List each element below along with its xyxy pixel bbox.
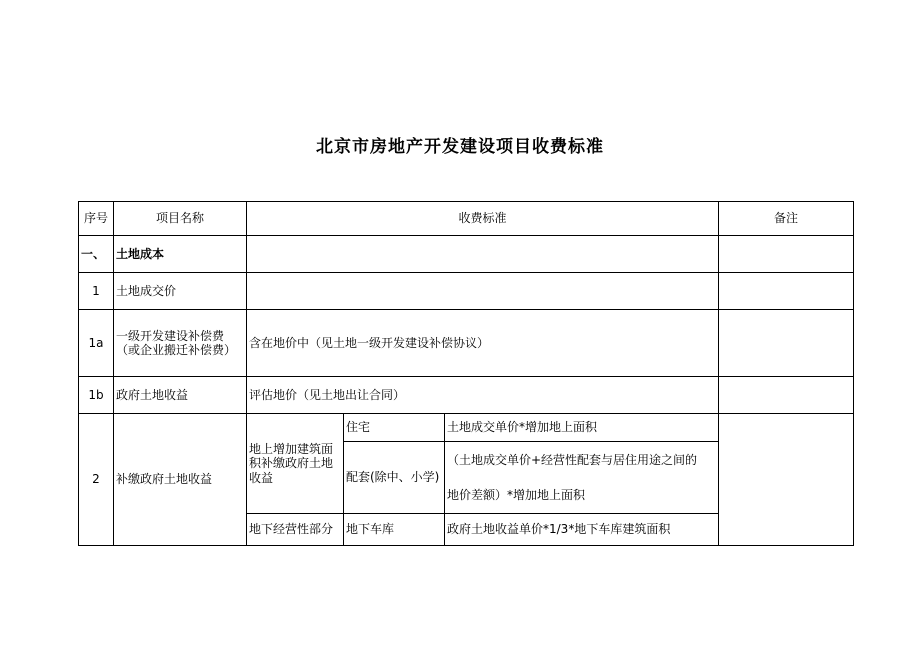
row-standard: 含在地价中（见土地一级开发建设补偿协议） (247, 310, 719, 377)
header-standard: 收费标准 (247, 202, 719, 236)
table-row (79, 236, 854, 273)
facilities-cell: 配套(除中、小学) (344, 442, 445, 514)
header-remark: 备注 (719, 202, 854, 236)
above-ground-line2: 积补缴政府土地 (249, 456, 334, 471)
row-remark (719, 377, 854, 414)
table-header-row (79, 202, 854, 236)
garage-cell: 地下车库 (344, 514, 445, 546)
facilities-formula-line2: 地价差额）*增加地上面积 (445, 478, 719, 514)
row-seq: 1b (79, 377, 114, 414)
residential-cell: 住宅 (344, 414, 445, 442)
row-remark (719, 514, 854, 546)
row-name-line2: （或企业搬迁补偿费） (116, 343, 237, 357)
row-name-line1: 一级开发建设补偿费 (116, 328, 225, 343)
section-standard (247, 236, 719, 273)
row-name: 补缴政府土地收益 (114, 414, 247, 546)
row-name: 政府土地收益 (114, 377, 247, 414)
row-remark (719, 273, 854, 310)
row-name (114, 310, 247, 377)
table-row (79, 377, 854, 414)
row-remark (719, 310, 854, 377)
above-ground-line1: 地上增加建筑面 (249, 441, 334, 456)
header-seq: 序号 (79, 202, 114, 236)
section-remark (719, 236, 854, 273)
section-seq: 一、 (79, 236, 114, 273)
above-ground-cell (247, 414, 344, 514)
table-row (79, 310, 854, 377)
row-remark (719, 414, 854, 514)
underground-cell: 地下经营性部分 (247, 514, 344, 546)
fee-standard-table (78, 201, 854, 546)
header-name: 项目名称 (114, 202, 247, 236)
table-row (79, 414, 854, 442)
above-ground-line3: 收益 (249, 470, 274, 485)
garage-formula: 政府土地收益单价*1/3*地下车库建筑面积 (445, 514, 719, 546)
section-name: 土地成本 (114, 236, 247, 273)
page-title: 北京市房地产开发建设项目收费标准 (316, 137, 604, 157)
table-row (79, 273, 854, 310)
residential-formula: 土地成交单价*增加地上面积 (445, 414, 719, 442)
row-standard: 评估地价（见土地出让合同） (247, 377, 719, 414)
row-seq: 1 (79, 273, 114, 310)
facilities-formula-line1: （土地成交单价+经营性配套与居住用途之间的 (445, 442, 719, 478)
row-seq: 1a (79, 310, 114, 377)
row-standard (247, 273, 719, 310)
row-name: 土地成交价 (114, 273, 247, 310)
row-seq: 2 (79, 414, 114, 546)
